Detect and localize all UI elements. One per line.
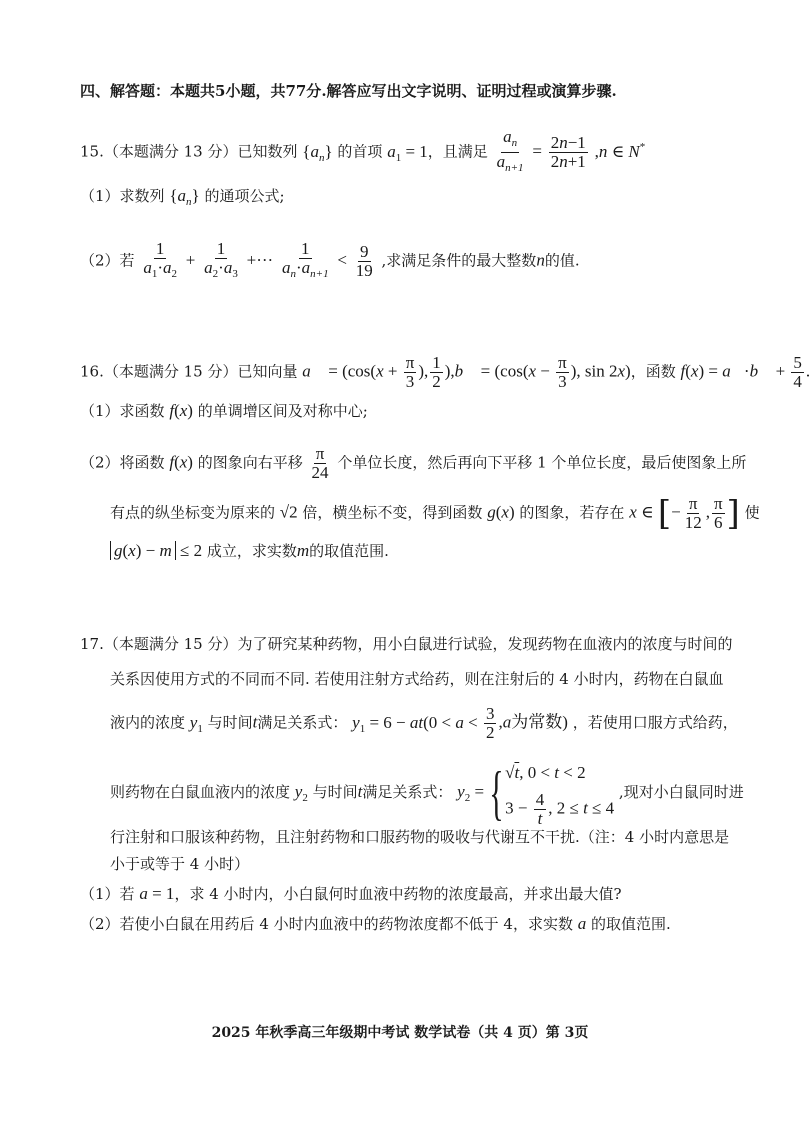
q16-p1-label: （1） xyxy=(80,402,120,420)
q15-p2-text-c: 的值. xyxy=(544,251,580,270)
q15-part1: （1）求数列 $\{a_n\}$ 的通项公式; xyxy=(80,186,285,208)
q17-number: 17. xyxy=(80,635,104,653)
q16-stem-a: 已知向量 xyxy=(237,362,298,381)
q17-line4: 则药物在白鼠血液内的浓度 $y_2$ 与时间t满足关系式： $y_2$ = { √t, 0 < t < 2 3 − $\frac{4}{t}$ , 2 ≤ t ≤ 4 ,现对小白鼠同时进 xyxy=(110,760,744,828)
q17-part1: （1）若 a = 1，求 4 小时内，小白鼠何时血液中药物的浓度最高，并求出最大值? xyxy=(80,884,622,903)
q16-p2-label: （2） xyxy=(80,453,120,472)
q15-p2-text-a: 若 xyxy=(119,251,135,270)
q15-number: 15. xyxy=(80,142,104,161)
q17-line3-b: 与时间 xyxy=(207,713,253,732)
q17-part2: （2）若使小白鼠在用药后 4 小时内血液中的药物浓度都不低于 4，求实数 a 的取值范围. xyxy=(80,914,671,933)
q16-number: 16. xyxy=(80,362,104,381)
section-title: 四、解答题：本题共5小题，共77分.解答应写出文字说明、证明过程或演算步骤. xyxy=(80,82,617,100)
q15-a1: $a_1 = 1$ xyxy=(387,141,428,164)
q15-part2: （2）若 $\frac{1}{a_1\cdot a_2}$ + $\frac{1}{a_2\cdot a_3}$ +··· $\frac{1}{a_n\cdot a_{n+1}}$ < $\frac{9}{19}$ ,求满足条件的最大整数n的值. xyxy=(80,239,580,280)
page-footer: 2025 年秋季高三年级期中考试 数学试卷（共 4 页）第 3页 xyxy=(211,1025,589,1041)
q16-part2-line2: 有点的纵坐标变为原来的 √2 倍，横坐标不变，得到函数 g(x) 的图象，若存在 x ∈ [− $\frac{\pi}{12}$ , $\frac{\pi}{6}$ ] 使 xyxy=(110,493,760,534)
q16-p2-text-a: 将函数 xyxy=(119,453,165,472)
q15-p1-label: （1） xyxy=(80,187,120,205)
q16-stem-b: ，函数 xyxy=(630,362,676,381)
q16-p2-line2-b: 倍，横坐标不变，得到函数 xyxy=(302,503,483,522)
q17-line4-b: 与时间 xyxy=(312,783,358,801)
q17-line3-c: 满足关系式： xyxy=(257,713,348,732)
q15-stem-c: ，且满足 xyxy=(427,142,488,161)
q16-part2-line1: （2）将函数 f(x) 的图象向右平移 $\frac{\pi}{24}$ 个单位长度，然后再向下平移 1 个单位长度，最后使图象上所 xyxy=(80,444,747,482)
q17-line1 xyxy=(80,633,733,655)
q17-line1-text: 为了研究某种药物，用小白鼠进行试验，发现药物在血液内的浓度与时间的 xyxy=(237,635,733,653)
q16-part2-line3: g(x) − m ≤ 2 成立，求实数m的取值范围. xyxy=(110,540,389,562)
q17-line3-d: ，若使用口服方式给药， xyxy=(572,713,738,732)
q17-line5: 行注射和口服该种药物，且注射药物和口服药物的吸收与代谢互不干扰.（注：4 小时内意思是 xyxy=(110,828,730,846)
q17-p2-text-b: 的取值范围. xyxy=(591,915,671,933)
q15-p2-label: （2） xyxy=(80,251,120,270)
q16-p2-text-b: 的图象向右平移 xyxy=(197,453,303,472)
q17-line4-c: 满足关系式： xyxy=(362,783,453,801)
q17-p2-text-a: 若使小白鼠在用药后 4 小时内血液中的药物浓度都不低于 4，求实数 xyxy=(119,915,573,933)
q17-line6: 小于或等于 4 小时） xyxy=(110,855,250,873)
q17-p1-text-b: ，求 4 小时内，小白鼠何时血液中药物的浓度最高，并求出最大值? xyxy=(174,885,622,903)
q17-score: （本题满分 15 分） xyxy=(103,635,238,653)
q16-vectors: a⃗ = (cos(x + xyxy=(302,361,402,381)
q16-p2-line3-b: 的取值范围. xyxy=(309,542,389,560)
q15-stem-a: 已知数列 xyxy=(237,142,298,161)
q17-line4-a: 则药物在白鼠血液内的浓度 xyxy=(110,783,291,801)
q15-p1-text-a: 求数列 xyxy=(119,187,165,205)
q16-p2-line2-d: 使 xyxy=(744,503,760,522)
q17-piecewise: { √t, 0 < t < 2 3 − $\frac{4}{t}$ , 2 ≤ t ≤ 4 xyxy=(489,760,615,828)
q17-line2: 关系因使用方式的不同而不同. 若使用注射方式给药，则在注射后的 4 小时内，药物在白鼠血 xyxy=(110,670,724,688)
q17-p1-text-a: 若 xyxy=(119,885,135,903)
q16-p1-text-a: 求函数 xyxy=(119,402,165,420)
q16-p2-line2-c: 的图象，若存在 xyxy=(519,503,625,522)
q16-p1-text-b: 的单调增区间及对称中心; xyxy=(197,402,368,420)
q15-ratio: $\frac{a_n}{a_{n+1}}$ xyxy=(496,127,524,174)
q17-line3: 液内的浓度 $y_1$ 与时间t满足关系式： $y_1 = 6 - at(0 < a$ < $\frac{3}{2}$ ,a为常数) ，若使用口服方式给药， xyxy=(110,704,738,742)
q16-part1: （1）求函数 f(x) 的单调增区间及对称中心; xyxy=(80,401,368,420)
q15-stem-b: 的首项 xyxy=(337,142,383,161)
q15-stem: 15.（本题满分 13 分）已知数列 $\{a_n\}$ 的首项 $a_1 = 1$，且满足 $\frac{a_n}{a_{n+1}}$ = $\frac{2n-1}{2n+1}$ ,n ∈ N* xyxy=(80,128,645,177)
q15-score: （本题满分 13 分） xyxy=(103,142,238,161)
q16-stem: 16.（本题满分 15 分）已知向量 a⃗ = (cos(x + $\frac{\pi}{3}$ ), $\frac{1}{2}$ ),b⃗ = (cos(x − $\frac{\pi}{3}$ ), sin 2x)，函数 f(x) = a⃗·b⃗ + $\frac{5}{4}$ . xyxy=(80,353,810,391)
q16-p2-line3: 成立，求实数 xyxy=(206,542,297,560)
q16-score: （本题满分 15 分） xyxy=(103,362,238,381)
q17-p1-label: （1） xyxy=(80,885,120,903)
q15-p1-text-b: 的通项公式; xyxy=(204,187,285,205)
q15-p2-text-b: ,求满足条件的最大整数 xyxy=(381,251,537,270)
q16-p2-text-c: 个单位长度，然后再向下平移 1 个单位长度，最后使图象上所 xyxy=(337,453,747,472)
q15-ratio-rhs: $\frac{2n-1}{2n+1}$ xyxy=(550,133,586,171)
q17-p2-label: （2） xyxy=(80,915,120,933)
q17-line3-a: 液内的浓度 xyxy=(110,713,186,732)
q16-p2-line2-a: 有点的纵坐标变为原来的 xyxy=(110,503,276,522)
q15-seq-an: $\{a_n\}$ xyxy=(302,141,333,164)
q17-line4-d: ,现对小白鼠同时进 xyxy=(618,783,744,801)
